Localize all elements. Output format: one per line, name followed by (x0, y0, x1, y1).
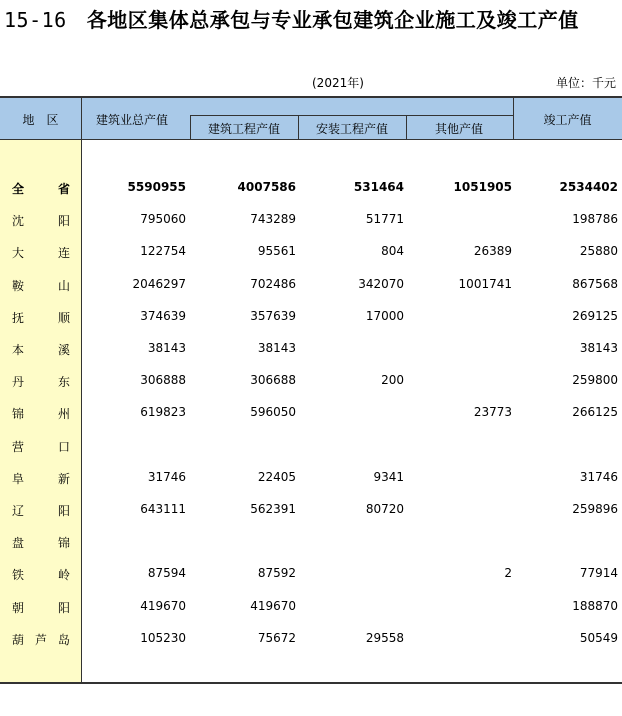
cell-construction: 95561 (257, 244, 296, 259)
table-row (0, 468, 622, 488)
region-name: 葫 芦 岛 (12, 632, 70, 647)
header-divider (406, 115, 407, 140)
header-divider (190, 115, 191, 140)
cell-total: 795060 (140, 212, 186, 227)
header-construction: 建筑工程产值 (207, 122, 280, 136)
header-subdivider (190, 115, 513, 116)
region-name: 抚 顺 (12, 310, 70, 325)
cell-installation: 80720 (365, 502, 404, 516)
cell-installation: 342070 (358, 276, 404, 291)
cell-installation: 531464 (353, 180, 404, 194)
cell-construction: 357639 (250, 308, 296, 323)
table-row (0, 629, 622, 649)
table-header (0, 96, 622, 140)
table-row (0, 307, 622, 327)
cell-installation: 200 (381, 373, 404, 388)
cell-total: 122754 (140, 244, 186, 259)
table-row (0, 371, 622, 391)
cell-total: 306888 (140, 373, 186, 388)
cell-installation: 29558 (365, 630, 404, 645)
region-name: 大 连 (12, 246, 70, 261)
header-divider (298, 115, 299, 140)
cell-completed: 269125 (572, 308, 618, 323)
cell-installation: 804 (381, 244, 404, 259)
unit-label: 单位：千元 (555, 76, 616, 90)
cell-other: 23773 (473, 405, 512, 420)
table-number: 15-16 (4, 8, 67, 32)
cell-total: 5590955 (127, 180, 186, 194)
table-bottom-rule (0, 682, 622, 684)
cell-total: 31746 (147, 469, 186, 484)
cell-total: 87594 (147, 566, 186, 581)
cell-construction: 702486 (250, 276, 296, 291)
cell-construction: 38143 (257, 341, 296, 355)
table-title: 各地区集体总承包与专业承包建筑企业施工及竣工产值 (86, 8, 579, 32)
cell-other: 2 (504, 566, 512, 581)
header-other: 其他产值 (434, 122, 483, 136)
table-row (0, 210, 622, 230)
cell-completed: 188870 (572, 598, 618, 613)
cell-construction: 596050 (250, 405, 296, 420)
region-name: 沈 阳 (12, 214, 70, 229)
region-name: 朝 阳 (12, 600, 70, 615)
cell-completed: 25880 (579, 244, 618, 259)
cell-construction: 22405 (257, 469, 296, 484)
region-name: 锦 州 (12, 407, 70, 422)
table-row (0, 339, 622, 359)
region-name: 丹 东 (12, 375, 70, 390)
cell-completed: 2534402 (559, 180, 618, 194)
table-row (0, 403, 622, 423)
region-name: 铁 岭 (12, 568, 70, 583)
header-region: 地 区 (22, 113, 59, 127)
cell-other: 1001741 (458, 276, 512, 291)
header-divider (513, 96, 514, 140)
cell-construction: 743289 (250, 212, 296, 227)
cell-completed: 259800 (572, 373, 618, 388)
table-row (0, 436, 622, 456)
cell-installation: 51771 (365, 212, 404, 227)
cell-total: 374639 (140, 308, 186, 323)
header-divider (81, 96, 82, 140)
table-row (0, 532, 622, 552)
region-name: 辽 阳 (12, 504, 70, 518)
cell-total: 643111 (140, 502, 186, 516)
header-installation: 安装工程产值 (315, 122, 388, 136)
table-row (0, 597, 622, 617)
header-completed: 竣工产值 (543, 113, 592, 127)
region-name: 全 省 (12, 182, 70, 196)
cell-completed: 867568 (572, 276, 618, 291)
cell-completed: 266125 (572, 405, 618, 420)
cell-construction: 75672 (257, 630, 296, 645)
year-note: (2021年) (312, 76, 364, 90)
cell-completed: 259896 (572, 502, 618, 516)
cell-completed: 198786 (572, 212, 618, 227)
cell-completed: 38143 (579, 341, 618, 355)
cell-other: 1051905 (453, 180, 512, 194)
table-row (0, 275, 622, 295)
table-row (0, 564, 622, 584)
cell-installation: 17000 (365, 308, 404, 323)
cell-construction: 562391 (250, 502, 296, 516)
cell-total: 105230 (140, 630, 186, 645)
header-total: 建筑业总产值 (96, 113, 169, 127)
table-row (0, 500, 622, 520)
region-name: 营 口 (12, 439, 70, 454)
cell-completed: 77914 (579, 566, 618, 581)
cell-construction: 419670 (250, 598, 296, 613)
cell-total: 619823 (140, 405, 186, 420)
region-name: 盘 锦 (12, 536, 70, 551)
table-row-total (0, 178, 622, 198)
table-row (0, 242, 622, 262)
cell-installation: 9341 (373, 469, 404, 484)
cell-total: 419670 (140, 598, 186, 613)
region-name: 阜 新 (12, 471, 70, 486)
region-name: 鞍 山 (12, 278, 70, 293)
region-name: 本 溪 (12, 343, 70, 357)
cell-total: 2046297 (132, 276, 186, 291)
cell-construction: 4007586 (237, 180, 296, 194)
cell-total: 38143 (147, 341, 186, 355)
page-title (4, 4, 579, 33)
cell-construction: 306688 (250, 373, 296, 388)
cell-other: 26389 (473, 244, 512, 259)
cell-construction: 87592 (257, 566, 296, 581)
cell-completed: 31746 (579, 469, 618, 484)
cell-completed: 50549 (579, 630, 618, 645)
